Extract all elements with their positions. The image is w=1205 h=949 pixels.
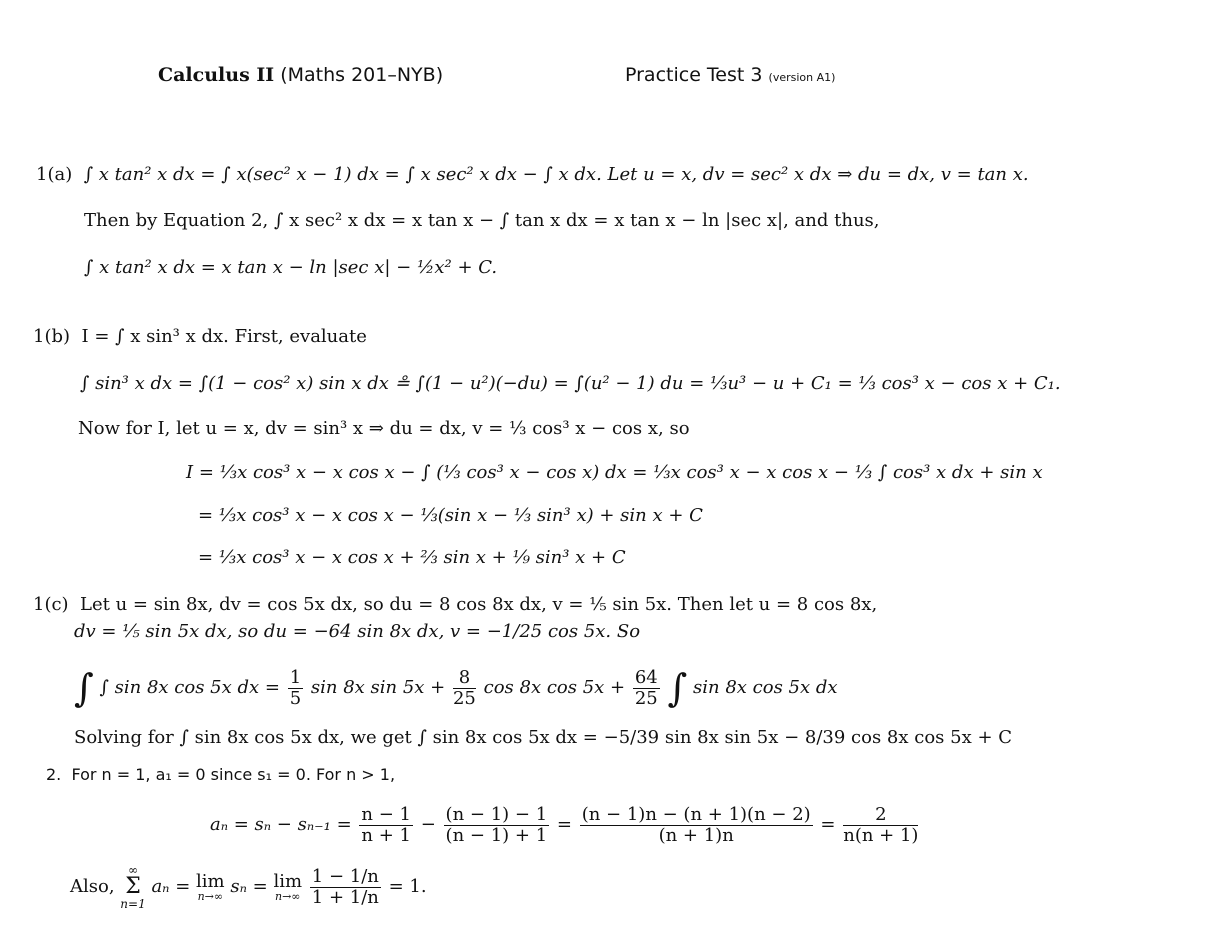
- denominator: 5: [289, 687, 302, 709]
- lim-word: lim: [196, 870, 225, 892]
- denominator: (n + 1)n: [658, 824, 734, 846]
- fraction: [310, 867, 381, 908]
- numerator: (n − 1) − 1: [445, 803, 548, 825]
- problem-1c-line2: [74, 621, 640, 643]
- fraction: [444, 805, 550, 846]
- problem-1a-line1: [36, 164, 1029, 186]
- limit: [273, 870, 303, 903]
- denominator: 1 + 1/n: [311, 886, 379, 908]
- minus-sign: −: [420, 814, 436, 835]
- math-text: dv = ⅕ sin 5x dx, so du = −64 sin 8x dx, v = −1/25 cos 5x. So: [74, 621, 641, 642]
- math-text: sin 8x cos 5x dx: [693, 677, 838, 698]
- summation: [120, 864, 145, 910]
- problem-2-also: [70, 864, 427, 910]
- problem-label: 1(a): [36, 164, 73, 185]
- numerator: (n − 1)n − (n + 1)(n − 2): [581, 803, 811, 825]
- fraction: [453, 668, 476, 709]
- problem-1b-line2: [80, 373, 1061, 395]
- fraction: [359, 805, 413, 846]
- problem-1b-line5: [198, 505, 703, 527]
- math-text: Let u = sin 8x, dv = cos 5x dx, so du = 8 cos 8x dx, v = ⅕ sin 5x. Then let u = 8 cos 8x,: [80, 594, 878, 615]
- fraction: [843, 805, 918, 846]
- math-text: aₙ = sₙ − sₙ₋₁ =: [210, 814, 352, 835]
- math-text: ∫ x tan² x dx = ∫ x(sec² x − 1) dx = ∫ x sec² x dx − ∫ x dx. Let u = x, dv = sec² x dx ⇒ du = dx, v = tan x.: [83, 164, 1029, 185]
- lim-sub: n→∞: [275, 889, 301, 903]
- math-text: Now for I, let u = x, dv = sin³ x ⇒ du = dx, v = ⅓ cos³ x − cos x, so: [78, 418, 690, 439]
- math-text: ∫ sin 8x cos 5x dx =: [99, 677, 280, 698]
- problem-1b-line3: [78, 418, 690, 440]
- equals-sign: =: [820, 814, 836, 835]
- math-text: sₙ =: [230, 876, 268, 897]
- lim-word: lim: [273, 870, 303, 892]
- denominator: n + 1: [361, 824, 411, 846]
- problem-2-line1: [46, 764, 395, 786]
- math-text: Then by Equation 2, ∫ x sec² x dx = x tan x − ∫ tan x dx = x tan x − ln |sec x|, and thus,: [84, 210, 880, 231]
- numerator: 1: [289, 666, 302, 688]
- denominator: n(n + 1): [843, 824, 919, 846]
- fraction: [633, 668, 660, 709]
- integral-sign: ∫: [74, 666, 94, 710]
- math-text: For n = 1, a₁ = 0 since s₁ = 0. For n > 1,: [71, 765, 396, 784]
- denominator: 25: [634, 687, 658, 709]
- problem-1c-line4: [74, 727, 1012, 749]
- problem-1b-line1: [33, 326, 367, 348]
- numerator: 2: [843, 805, 918, 826]
- problem-2-equation: [210, 800, 920, 850]
- math-text: I = ∫ x sin³ x dx. First, evaluate: [81, 326, 367, 347]
- problem-1b-line6: [198, 547, 626, 569]
- math-text: Also,: [70, 876, 115, 897]
- problem-label: 1(c): [33, 594, 69, 615]
- math-text: = 1.: [388, 876, 427, 897]
- lim-sub: n→∞: [197, 889, 224, 903]
- math-text: = ⅓x cos³ x − x cos x − ⅓(sin x − ⅓ sin³ x) + sin x + C: [198, 505, 703, 526]
- limit: [196, 870, 225, 903]
- equals-sign: =: [556, 814, 572, 835]
- denominator: 25: [452, 687, 476, 709]
- math-text: I = ⅓x cos³ x − x cos x − ∫ (⅓ cos³ x − cos x) dx = ⅓x cos³ x − x cos x − ⅓ ∫ cos³ x dx + sin x: [186, 462, 1043, 483]
- problem-1b-line4: [186, 462, 1043, 484]
- problem-label: 1(b): [33, 326, 71, 347]
- problem-1a-line2: [84, 210, 880, 232]
- math-text: ∫ sin³ x dx = ∫(1 − cos² x) sin x dx ≗ ∫(1 − u²)(−du) = ∫(u² − 1) du = ⅓u³ − u + C₁ = ⅓ cos³ x − cos x + C₁.: [80, 373, 1061, 394]
- sigma-icon: Σ: [125, 874, 141, 899]
- math-text: aₙ =: [151, 876, 191, 897]
- math-text: ∫ x tan² x dx = x tan x − ln |sec x| − ½x² + C.: [84, 257, 498, 278]
- math-text: Solving for ∫ sin 8x cos 5x dx, we get ∫ sin 8x cos 5x dx = −5/39 sin 8x sin 5x − 8/39 cos 8x cos 5x + C: [74, 727, 1013, 748]
- course-code: (Maths 201–NYB): [280, 64, 444, 86]
- numerator: 8: [453, 668, 476, 689]
- numerator: 1 − 1/n: [311, 865, 379, 887]
- integral-sign: ∫: [667, 666, 688, 710]
- course-title: [158, 64, 443, 86]
- denominator: (n − 1) + 1: [445, 824, 548, 846]
- course-name: Calculus II: [158, 64, 275, 86]
- fraction: [288, 668, 303, 709]
- fraction: [580, 805, 813, 846]
- test-title: [625, 64, 835, 86]
- math-text: = ⅓x cos³ x − x cos x + ⅔ sin x + ⅑ sin³ x + C: [198, 547, 626, 568]
- numerator: n − 1: [361, 803, 411, 825]
- sum-upper: ∞: [128, 863, 138, 877]
- test-name: Practice Test 3: [625, 64, 763, 86]
- math-text: cos 8x cos 5x +: [483, 677, 626, 698]
- problem-1a-line3: [84, 257, 497, 279]
- test-version: (version A1): [768, 71, 836, 84]
- math-text: sin 8x sin 5x +: [310, 677, 446, 698]
- problem-1c-line1: [33, 594, 877, 616]
- problem-label: 2.: [46, 765, 62, 784]
- numerator: 64: [634, 666, 658, 688]
- sum-lower: n=1: [120, 897, 146, 911]
- problem-1c-equation: [74, 658, 838, 718]
